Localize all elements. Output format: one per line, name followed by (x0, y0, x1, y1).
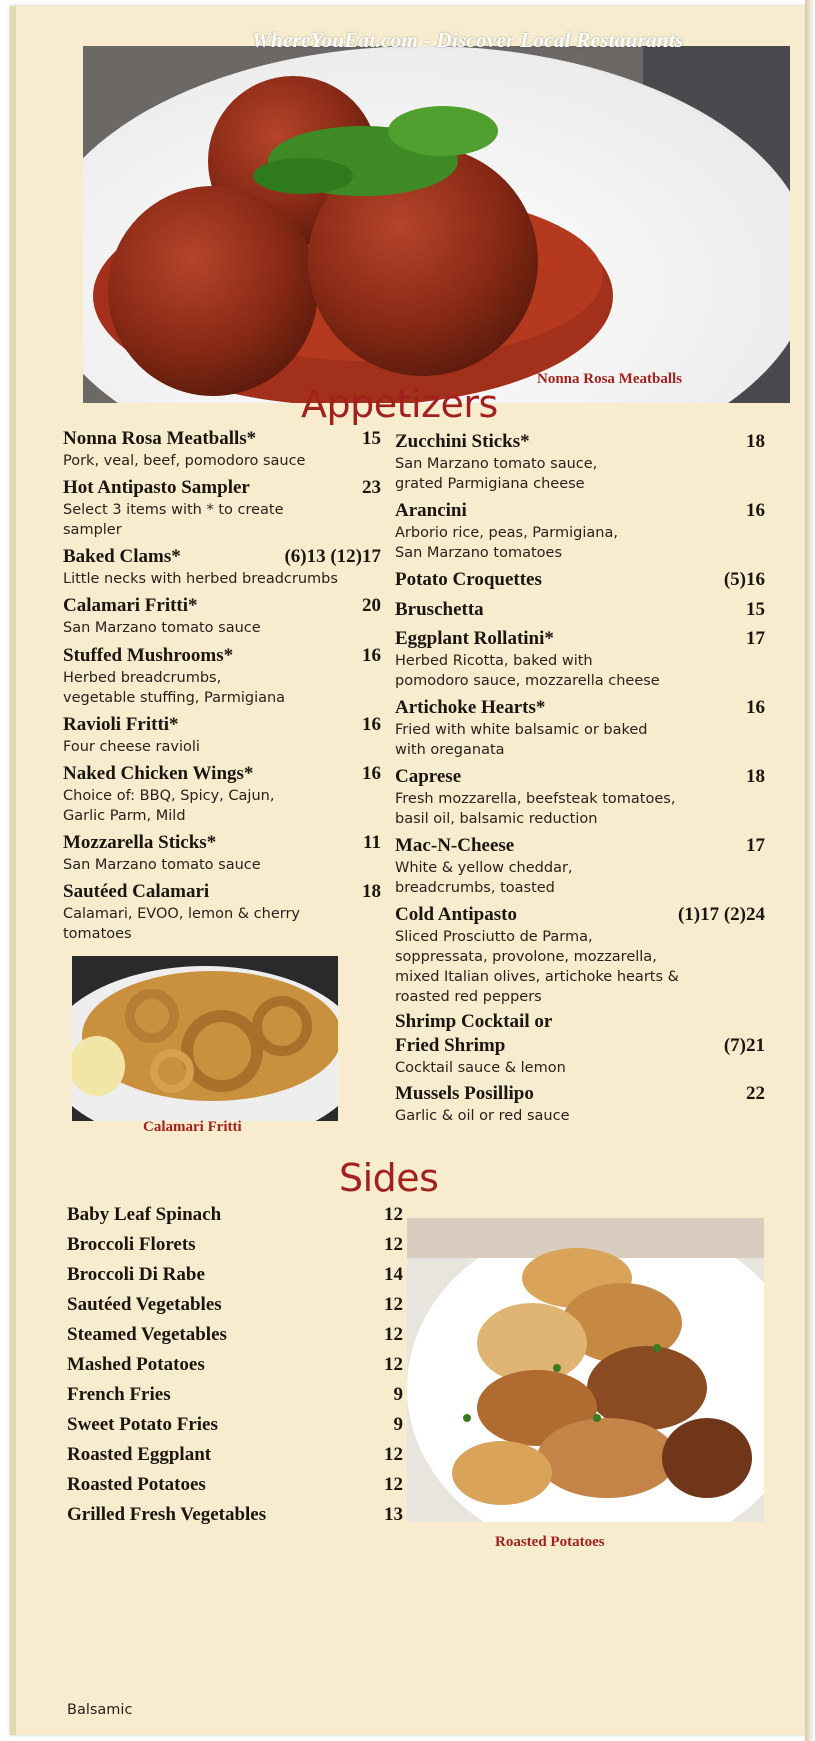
menu-item-name: Eggplant Rollatini* (395, 628, 554, 649)
menu-item-header (395, 834, 765, 858)
menu-item-header (395, 430, 765, 454)
menu-item-desc: pomodoro sauce, mozzarella cheese (395, 673, 660, 689)
calamari-caption: Calamari Fritti (143, 1119, 242, 1135)
menu-item-name: Stuffed Mushrooms* (63, 645, 234, 666)
menu-item-name: Bruschetta (395, 599, 484, 620)
menu-item-name: Mozzarella Sticks* (63, 832, 217, 853)
side-item-price: 13 (384, 1504, 403, 1525)
side-item-name: Broccoli Florets (67, 1234, 196, 1255)
menu-item-desc: White & yellow cheddar, (395, 860, 573, 876)
menu-item (395, 430, 765, 494)
potatoes-caption: Roasted Potatoes (495, 1534, 605, 1550)
menu-item-name: Calamari Fritti* (63, 595, 198, 616)
menu-item-price: 16 (362, 645, 381, 666)
side-item-price: 14 (384, 1264, 403, 1285)
menu-item-price: 15 (746, 599, 765, 620)
menu-item (395, 499, 765, 563)
menu-item (395, 696, 765, 760)
menu-item-name: Arancini (395, 500, 467, 521)
menu-item-price: 18 (746, 766, 765, 787)
side-item-price: 12 (384, 1294, 403, 1315)
side-item-price: 12 (384, 1324, 403, 1345)
menu-item-name: Mussels Posillipo (395, 1083, 534, 1104)
menu-item-desc: San Marzano tomato sauce, (395, 456, 598, 472)
watermark: WhereYouEat.com - Discover Local Restaurants (252, 28, 684, 52)
menu-item-desc: Arborio rice, peas, Parmigiana, (395, 525, 618, 541)
side-item (67, 1412, 403, 1440)
menu-item (395, 834, 765, 898)
side-item-price: 12 (384, 1354, 403, 1375)
side-item-price: 12 (384, 1234, 403, 1255)
menu-item-desc: Choice of: BBQ, Spicy, Cajun, (63, 788, 275, 804)
menu-item-desc: Herbed breadcrumbs, (63, 670, 222, 686)
menu-item-name: Hot Antipasto Sampler (63, 477, 250, 498)
menu-item-desc: Garlic Parm, Mild (63, 808, 186, 824)
menu-item-desc: breadcrumbs, toasted (395, 880, 555, 896)
menu-item (395, 598, 765, 622)
sides-title: Sides (339, 1156, 439, 1200)
menu-item-header (395, 568, 765, 592)
menu-item-name: Ravioli Fritti* (63, 714, 179, 735)
menu-item (63, 713, 381, 757)
menu-item-price: 16 (746, 500, 765, 521)
menu-item-desc: San Marzano tomato sauce (63, 620, 261, 636)
menu-item (63, 594, 381, 638)
menu-item-name: Sautéed Calamari (63, 881, 210, 902)
side-item-name: Baby Leaf Spinach (67, 1204, 222, 1225)
menu-item-desc: Pork, veal, beef, pomodoro sauce (63, 453, 306, 469)
menu-item-name: Nonna Rosa Meatballs* (63, 428, 257, 449)
menu-page (10, 6, 805, 1735)
menu-item-price: 16 (746, 697, 765, 718)
side-item-price: 12 (384, 1204, 403, 1225)
menu-item-name: Mac-N-Cheese (395, 835, 515, 856)
side-item (67, 1382, 403, 1410)
menu-item-price: (5)16 (723, 569, 765, 590)
side-item-name: Mashed Potatoes (67, 1354, 205, 1375)
menu-item-desc: soppressata, provolone, mozzarella, (395, 949, 657, 965)
side-item-price: 9 (393, 1384, 403, 1405)
appetizers-title: Appetizers (301, 382, 498, 426)
side-item (67, 1262, 403, 1290)
menu-item-name: Potato Croquettes (395, 569, 542, 590)
menu-item-price: 17 (746, 835, 765, 856)
menu-item (63, 644, 381, 708)
menu-item-price: 16 (362, 714, 381, 735)
menu-item-header (63, 594, 381, 618)
menu-item (63, 880, 381, 944)
side-item-name: Sweet Potato Fries (67, 1414, 218, 1435)
menu-item-price: 15 (362, 428, 381, 449)
menu-item-name: Cold Antipasto (395, 904, 517, 925)
calamari-photo (72, 956, 338, 1121)
menu-item-price: 16 (362, 763, 381, 784)
menu-item (395, 627, 765, 691)
menu-item-desc: Sliced Prosciutto de Parma, (395, 929, 593, 945)
menu-item-name: Caprese (395, 766, 462, 787)
menu-item-header (395, 696, 765, 720)
menu-item-desc: Garlic & oil or red sauce (395, 1108, 570, 1124)
menu-item-price: (1)17 (2)24 (677, 904, 765, 925)
menu-item-header (395, 627, 765, 651)
side-item-price: 12 (384, 1474, 403, 1495)
side-item (67, 1232, 403, 1260)
side-item-name: Grilled Fresh Vegetables (67, 1504, 267, 1525)
menu-item-desc: Fried with white balsamic or baked (395, 722, 648, 738)
side-item (67, 1292, 403, 1320)
side-item-price: 12 (384, 1444, 403, 1465)
menu-item-price: 23 (362, 477, 381, 498)
menu-item (395, 568, 765, 592)
side-item-name: Roasted Potatoes (67, 1474, 206, 1495)
menu-item-desc: Select 3 items with * to create (63, 502, 284, 518)
menu-item-desc: vegetable stuffing, Parmigiana (63, 690, 286, 706)
menu-item (395, 765, 765, 829)
menu-item-desc: Calamari, EVOO, lemon & cherry (63, 906, 301, 922)
menu-item-desc: tomatoes (63, 926, 132, 942)
menu-item-price: 11 (363, 832, 381, 853)
page-edge (805, 0, 815, 1741)
menu-item-name: Shrimp Cocktail or Fried Shrimp (395, 1011, 552, 1056)
menu-item-header (63, 880, 381, 904)
menu-item-desc: basil oil, balsamic reduction (395, 811, 598, 827)
side-item (67, 1442, 403, 1470)
menu-item (395, 1082, 765, 1126)
menu-item-desc: Fresh mozzarella, beefsteak tomatoes, (395, 791, 676, 807)
side-item (67, 1502, 403, 1530)
menu-item (63, 831, 381, 875)
menu-item-desc: Four cheese ravioli (63, 739, 200, 755)
menu-item (63, 427, 381, 471)
menu-item (395, 903, 765, 1007)
menu-item-header (63, 644, 381, 668)
menu-item-header (63, 476, 381, 500)
menu-item-desc: roasted red peppers (395, 989, 542, 1005)
menu-item-desc: Herbed Ricotta, baked with (395, 653, 593, 669)
side-item (67, 1352, 403, 1380)
menu-item-desc: with oreganata (395, 742, 505, 758)
menu-item-header (63, 713, 381, 737)
side-item-name: Broccoli Di Rabe (67, 1264, 205, 1285)
side-item-name: Sautéed Vegetables (67, 1294, 222, 1315)
menu-item-header (395, 903, 765, 927)
menu-item-header (395, 1082, 765, 1106)
side-item-name: Steamed Vegetables (67, 1324, 227, 1345)
side-item-name: Roasted Eggplant (67, 1444, 212, 1465)
menu-item-header (395, 598, 765, 622)
meatballs-photo (83, 46, 790, 403)
menu-item (63, 476, 381, 540)
menu-item-desc: San Marzano tomatoes (395, 545, 563, 561)
menu-item-price: 22 (746, 1083, 765, 1104)
menu-item-desc: sampler (63, 522, 122, 538)
menu-item (63, 762, 381, 826)
menu-item-desc: Little necks with herbed breadcrumbs (63, 571, 338, 587)
menu-item-header (395, 499, 765, 523)
menu-item-price: (6)13 (12)17 (284, 546, 381, 567)
potatoes-photo (407, 1218, 764, 1522)
menu-item-desc: San Marzano tomato sauce (63, 857, 261, 873)
menu-item-price: (7)21 (723, 1035, 765, 1056)
menu-item-price: 17 (746, 628, 765, 649)
side-item (67, 1202, 403, 1230)
menu-item-name: Zucchini Sticks* (395, 431, 530, 452)
menu-item-name: Naked Chicken Wings* (63, 763, 254, 784)
menu-item-desc: Cocktail sauce & lemon (395, 1060, 566, 1076)
side-item-desc: Balsamic (67, 1702, 133, 1718)
menu-item-name: Artichoke Hearts* (395, 697, 546, 718)
menu-item-desc: grated Parmigiana cheese (395, 476, 585, 492)
menu-item-price: 18 (362, 881, 381, 902)
side-item (67, 1322, 403, 1350)
menu-item-header (63, 545, 381, 569)
side-item-price: 9 (393, 1414, 403, 1435)
menu-item-header (63, 427, 381, 451)
side-item (67, 1472, 403, 1500)
menu-item-desc: mixed Italian olives, artichoke hearts & (395, 969, 679, 985)
menu-item-header (63, 831, 381, 855)
menu-item (63, 545, 381, 589)
menu-item-price: 20 (362, 595, 381, 616)
menu-item-header (395, 765, 765, 789)
menu-item-price: 18 (746, 431, 765, 452)
side-item-name: French Fries (67, 1384, 171, 1405)
menu-item-name: Baked Clams* (63, 546, 181, 567)
menu-item (395, 1010, 765, 1078)
menu-item-header (395, 1010, 765, 1058)
menu-item-header (63, 762, 381, 786)
meatballs-caption: Nonna Rosa Meatballs (537, 371, 683, 387)
